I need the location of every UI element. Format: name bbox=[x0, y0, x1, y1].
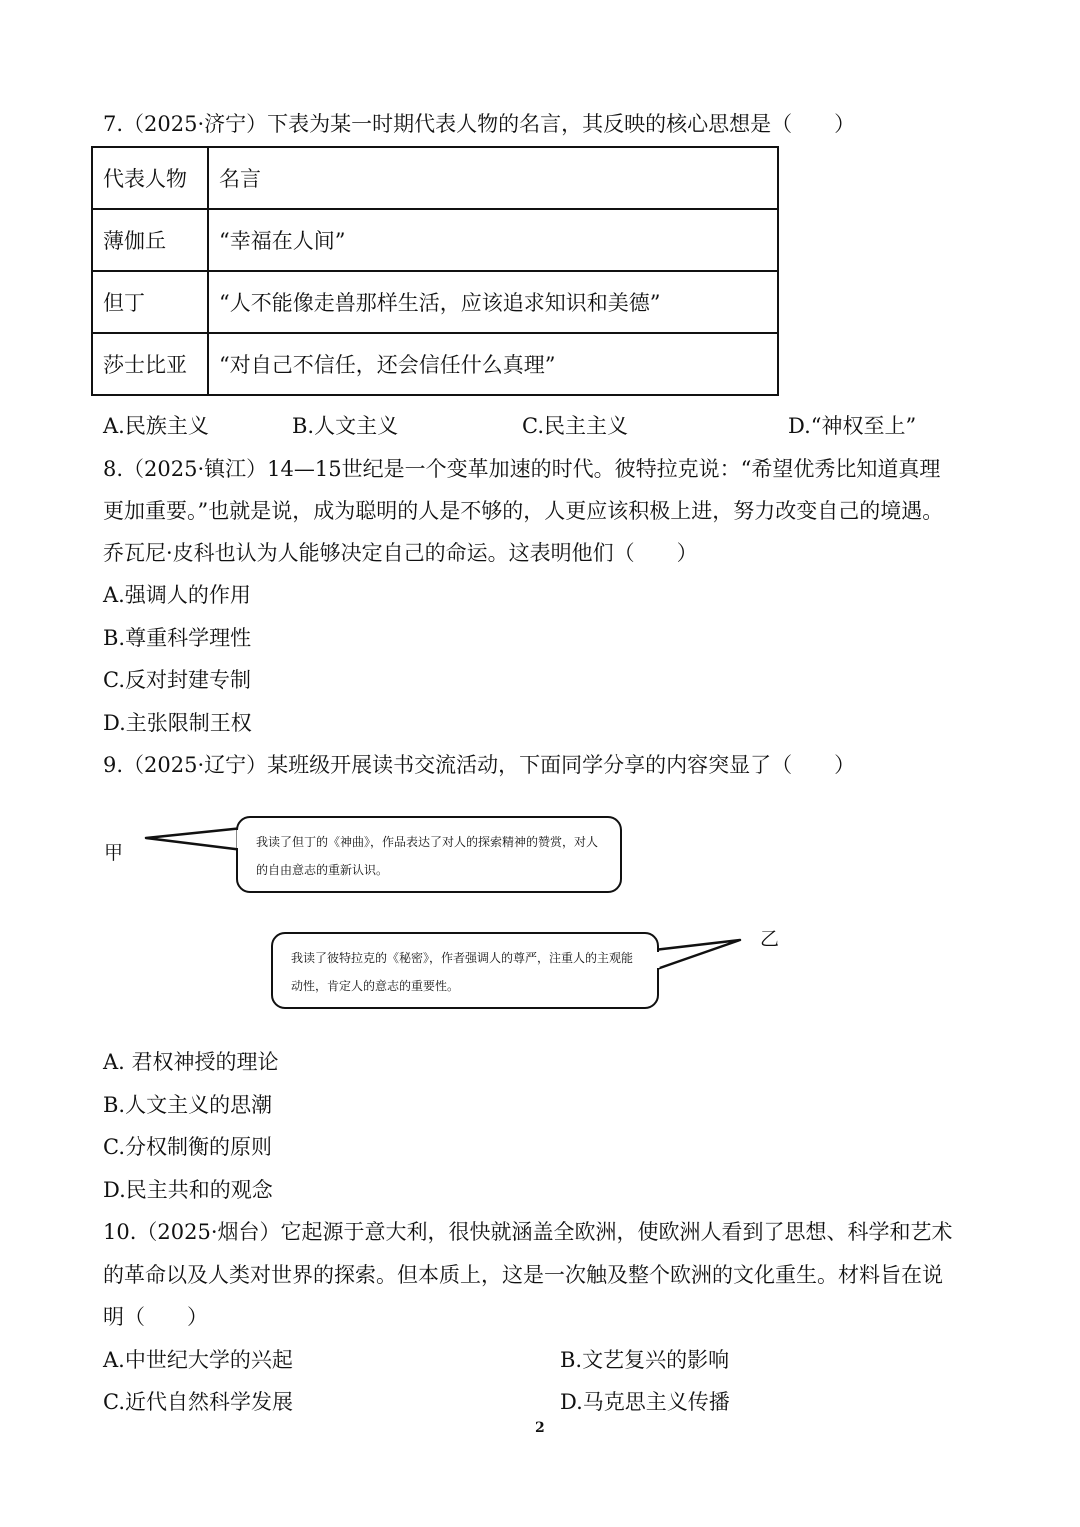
q8-stem-line: 乔瓦尼·皮科也认为人能够决定自己的命运。这表明他们（ ） bbox=[103, 541, 698, 565]
q7-option-b: B.人文主义 bbox=[292, 414, 399, 438]
q8-option-b: B.尊重科学理性 bbox=[103, 626, 252, 650]
q8-option-c: C.反对封建专制 bbox=[103, 668, 251, 692]
q10-stem-line: 10.（2025·烟台）它起源于意大利，很快就涵盖全欧洲，使欧洲人看到了思想、科学和艺术 bbox=[103, 1220, 953, 1244]
q9-option-c: C.分权制衡的原则 bbox=[103, 1135, 272, 1159]
speaker-a-label: 甲 bbox=[104, 842, 124, 864]
bubble-b-text: 我读了彼特拉克的《秘密》，作者强调人的尊严，注重人的主观能动性，肯定人的意志的重要性。 bbox=[291, 951, 634, 993]
q8-stem-line: 8.（2025·镇江）14—15世纪是一个变革加速的时代。彼特拉克说：“希望优秀比知道真理 bbox=[103, 457, 941, 481]
q8-option-d: D.主张限制王权 bbox=[103, 711, 252, 735]
table-cell: “对自己不信任，还会信任什么真理” bbox=[208, 333, 778, 395]
q10-option-a: A.中世纪大学的兴起 bbox=[103, 1348, 293, 1372]
q10-option-b: B.文艺复兴的影响 bbox=[560, 1348, 730, 1372]
q10-stem-line: 明（ ） bbox=[103, 1305, 208, 1329]
table-cell: 但丁 bbox=[92, 271, 208, 333]
q9-option-a: A. 君权神授的理论 bbox=[103, 1050, 279, 1074]
table-header-cell: 代表人物 bbox=[92, 147, 208, 209]
q9-stem: 9.（2025·辽宁）某班级开展读书交流活动，下面同学分享的内容突显了（ ） bbox=[103, 753, 856, 777]
speaker-b-label: 乙 bbox=[760, 928, 780, 950]
q7-option-a: A.民族主义 bbox=[103, 414, 209, 438]
q10-stem-line: 的革命以及人类对世界的探索。但本质上，这是一次触及整个欧洲的文化重生。材料旨在说 bbox=[103, 1263, 943, 1287]
table-cell: “人不能像走兽那样生活，应该追求知识和美德” bbox=[208, 271, 778, 333]
q8-option-a: A.强调人的作用 bbox=[103, 583, 251, 607]
q9-option-b: B.人文主义的思潮 bbox=[103, 1093, 273, 1117]
q7-option-c: C.民主主义 bbox=[522, 414, 628, 438]
bubble-a-text: 我读了但丁的《神曲》，作品表达了对人的探索精神的赞赏，对人的自由意志的重新认识。 bbox=[256, 835, 599, 877]
q10-option-c: C.近代自然科学发展 bbox=[103, 1390, 293, 1414]
table-cell: 莎士比亚 bbox=[92, 333, 208, 395]
table-cell: 薄伽丘 bbox=[92, 209, 208, 271]
q7-option-d: D.“神权至上” bbox=[788, 414, 917, 438]
page-number: 2 bbox=[535, 1420, 545, 1436]
q9-option-d: D.民主共和的观念 bbox=[103, 1178, 273, 1202]
q10-option-d: D.马克思主义传播 bbox=[560, 1390, 730, 1414]
q7-stem: 7.（2025·济宁）下表为某一时期代表人物的名言，其反映的核心思想是（ ） bbox=[103, 112, 856, 136]
q8-stem-line: 更加重要。”也就是说，成为聪明的人是不够的，人更应该积极上进，努力改变自己的境遇。 bbox=[103, 499, 944, 523]
table-header-cell: 名言 bbox=[208, 147, 778, 209]
table-cell: “幸福在人间” bbox=[208, 209, 778, 271]
